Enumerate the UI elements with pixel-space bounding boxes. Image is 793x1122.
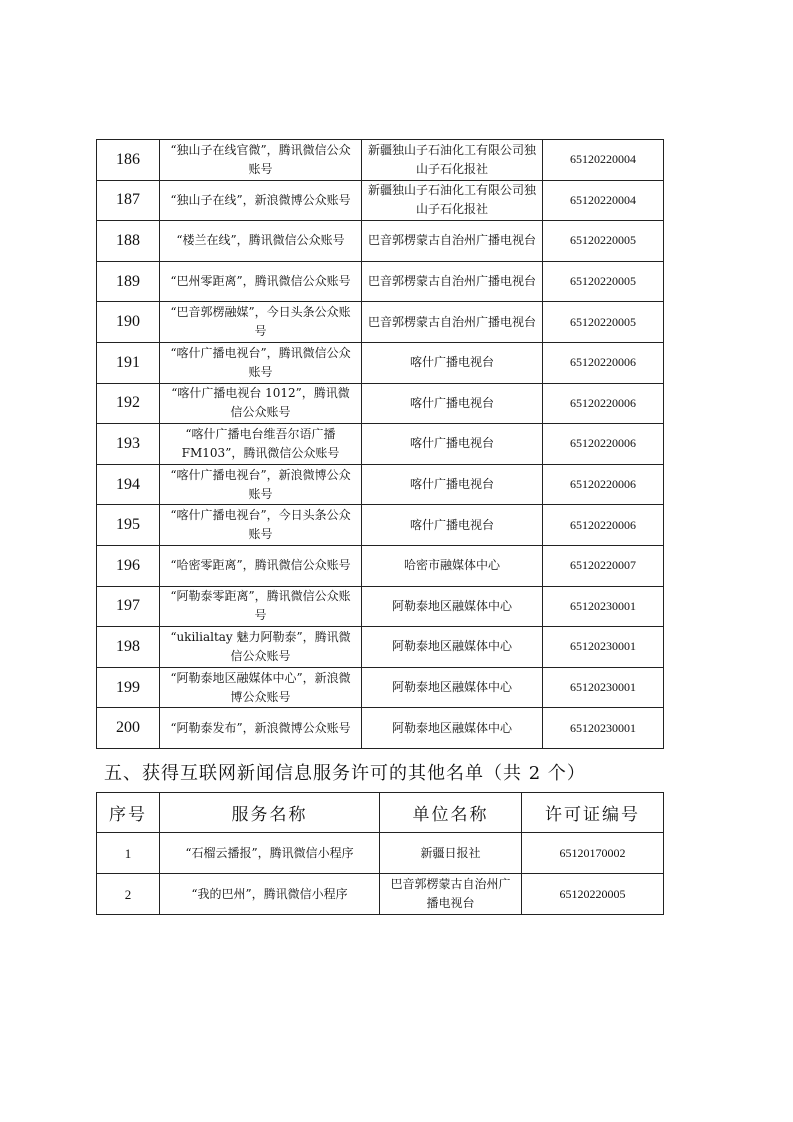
service-name: “阿勒泰地区融媒体中心”，新浪微博公众账号	[160, 667, 362, 708]
unit-name: 喀什广播电视台	[362, 383, 543, 424]
service-name: “独山子在线官微”，腾讯微信公众账号	[160, 140, 362, 181]
row-number: 199	[97, 667, 160, 708]
license-number: 65120230001	[543, 667, 664, 708]
other-licenses-table-body	[97, 833, 664, 915]
license-number: 65120220007	[543, 545, 664, 586]
service-name: “阿勒泰零距离”，腾讯微信公众账号	[160, 586, 362, 627]
service-name: “喀什广播电视台”，今日头条公众账号	[160, 505, 362, 546]
unit-name: 阿勒泰地区融媒体中心	[362, 627, 543, 668]
unit-name: 巴音郭楞蒙古自治州广播电视台	[362, 261, 543, 302]
row-number: 186	[97, 140, 160, 181]
license-number: 65120230001	[543, 708, 664, 749]
header-no: 序号	[97, 793, 160, 833]
table-row	[97, 708, 664, 749]
row-number: 188	[97, 221, 160, 262]
license-number: 65120170002	[522, 833, 664, 874]
license-number: 65120230001	[543, 586, 664, 627]
table-row	[97, 874, 664, 915]
unit-name: 哈密市融媒体中心	[362, 545, 543, 586]
other-licenses-table	[96, 792, 664, 915]
section-title: 五、获得互联网新闻信息服务许可的其他名单（共 2 个）	[104, 763, 586, 784]
unit-name: 巴音郭楞蒙古自治州广播电视台	[362, 221, 543, 262]
table-row	[97, 383, 664, 424]
unit-name: 阿勒泰地区融媒体中心	[362, 667, 543, 708]
license-number: 65120220004	[543, 180, 664, 221]
row-number: 197	[97, 586, 160, 627]
unit-name: 巴音郭楞蒙古自治州广播电视台	[380, 874, 522, 915]
table-row	[97, 833, 664, 874]
row-number: 192	[97, 383, 160, 424]
row-number: 198	[97, 627, 160, 668]
license-number: 65120220005	[522, 874, 664, 915]
table-row	[97, 424, 664, 465]
unit-name: 巴音郭楞蒙古自治州广播电视台	[362, 302, 543, 343]
row-number: 200	[97, 708, 160, 749]
service-name: “哈密零距离”，腾讯微信公众账号	[160, 545, 362, 586]
unit-name: 喀什广播电视台	[362, 342, 543, 383]
row-number: 193	[97, 424, 160, 465]
service-name: “我的巴州”，腾讯微信小程序	[160, 874, 380, 915]
licensed-accounts-table	[96, 139, 664, 749]
table-row	[97, 667, 664, 708]
service-name: “喀什广播电视台 1012”，腾讯微信公众账号	[160, 383, 362, 424]
service-name: “楼兰在线”，腾讯微信公众账号	[160, 221, 362, 262]
license-number: 65120220006	[543, 464, 664, 505]
table-row	[97, 627, 664, 668]
service-name: “ukilialtay 魅力阿勒泰”，腾讯微信公众账号	[160, 627, 362, 668]
table-row	[97, 180, 664, 221]
header-unit-name: 单位名称	[380, 793, 522, 833]
unit-name: 喀什广播电视台	[362, 505, 543, 546]
service-name: “喀什广播电台维吾尔语广播 FM103”，腾讯微信公众账号	[160, 424, 362, 465]
table-row	[97, 221, 664, 262]
row-number: 2	[97, 874, 160, 915]
license-number: 65120220005	[543, 302, 664, 343]
table-row	[97, 545, 664, 586]
license-number: 65120220005	[543, 261, 664, 302]
unit-name: 阿勒泰地区融媒体中心	[362, 708, 543, 749]
header-service-name: 服务名称	[160, 793, 380, 833]
row-number: 187	[97, 180, 160, 221]
service-name: “阿勒泰发布”，新浪微博公众账号	[160, 708, 362, 749]
unit-name: 喀什广播电视台	[362, 424, 543, 465]
licensed-accounts-table-body	[97, 140, 664, 749]
row-number: 191	[97, 342, 160, 383]
table-row	[97, 586, 664, 627]
header-license-number: 许可证编号	[522, 793, 664, 833]
license-number: 65120220006	[543, 383, 664, 424]
license-number: 65120220006	[543, 505, 664, 546]
license-number: 65120220006	[543, 342, 664, 383]
service-name: “巴州零距离”，腾讯微信公众账号	[160, 261, 362, 302]
unit-name: 新疆独山子石油化工有限公司独山子石化报社	[362, 140, 543, 181]
row-number: 196	[97, 545, 160, 586]
row-number: 194	[97, 464, 160, 505]
table-row	[97, 140, 664, 181]
license-number: 65120220006	[543, 424, 664, 465]
table-header-row	[97, 793, 664, 833]
license-number: 65120220005	[543, 221, 664, 262]
row-number: 189	[97, 261, 160, 302]
unit-name: 喀什广播电视台	[362, 464, 543, 505]
table-row	[97, 302, 664, 343]
row-number: 1	[97, 833, 160, 874]
table-row	[97, 505, 664, 546]
unit-name: 新疆独山子石油化工有限公司独山子石化报社	[362, 180, 543, 221]
service-name: “巴音郭楞融媒”，今日头条公众账号	[160, 302, 362, 343]
table-row	[97, 342, 664, 383]
row-number: 190	[97, 302, 160, 343]
service-name: “石榴云播报”，腾讯微信小程序	[160, 833, 380, 874]
service-name: “独山子在线”，新浪微博公众账号	[160, 180, 362, 221]
service-name: “喀什广播电视台”，腾讯微信公众账号	[160, 342, 362, 383]
table-row	[97, 464, 664, 505]
unit-name: 阿勒泰地区融媒体中心	[362, 586, 543, 627]
unit-name: 新疆日报社	[380, 833, 522, 874]
row-number: 195	[97, 505, 160, 546]
license-number: 65120230001	[543, 627, 664, 668]
license-number: 65120220004	[543, 140, 664, 181]
service-name: “喀什广播电视台”，新浪微博公众账号	[160, 464, 362, 505]
table-row	[97, 261, 664, 302]
